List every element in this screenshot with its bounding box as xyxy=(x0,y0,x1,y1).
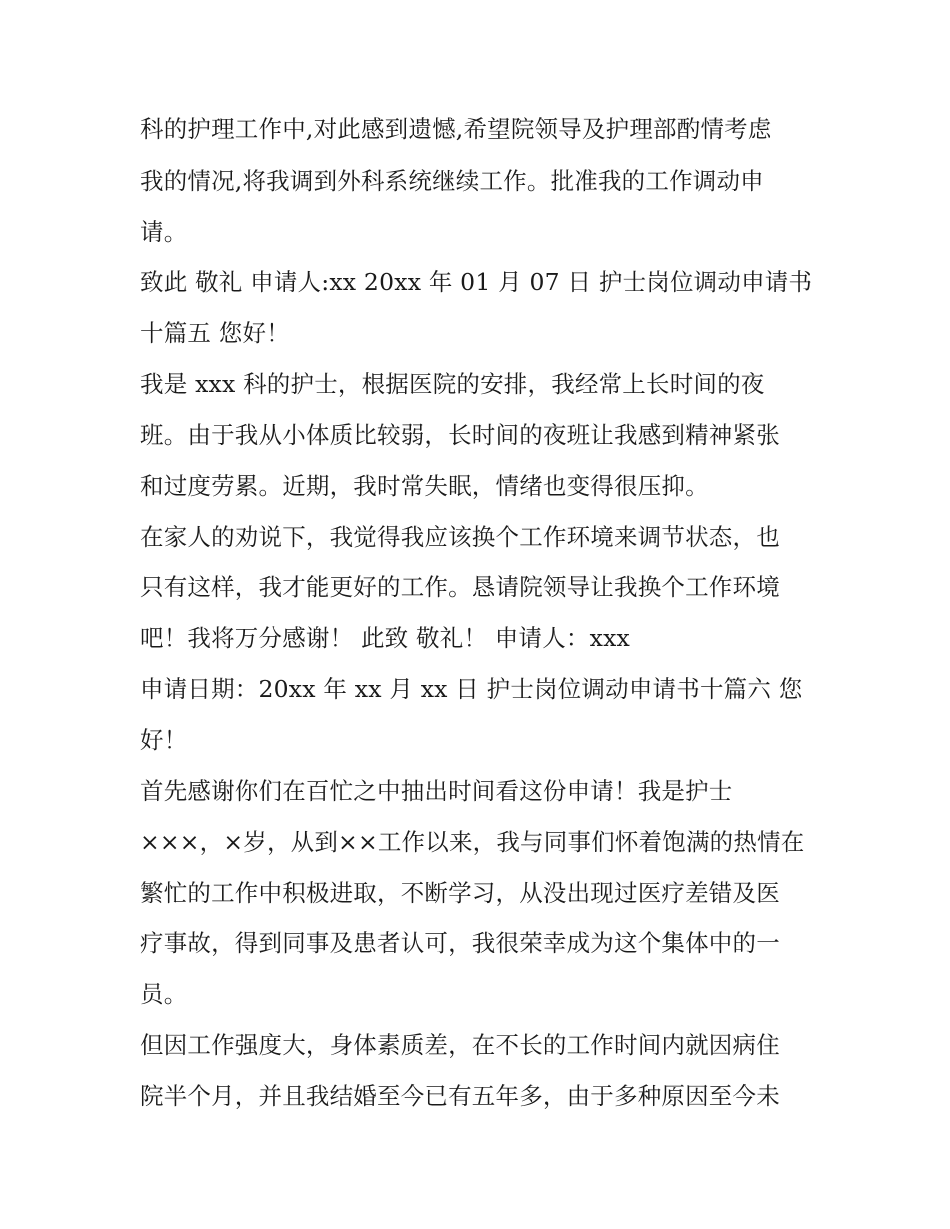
text-line: ×××，×岁，从到××工作以来，我与同事们怀着饱满的热情在 xyxy=(140,828,805,856)
text-line: 只有这样，我才能更好的工作。恳请院领导让我换个工作环境 xyxy=(140,573,780,601)
text-line: 我是 xxx 科的护士，根据医院的安排，我经常上长时间的夜 xyxy=(140,370,765,398)
text-line: 吧！我将万分感谢！ 此致 敬礼！ 申请人：xxx xyxy=(140,624,630,652)
text-line: 班。由于我从小体质比较弱，长时间的夜班让我感到精神紧张 xyxy=(140,421,780,449)
text-line: 院半个月，并且我结婚至今已有五年多，由于多种原因至今未 xyxy=(140,1082,780,1110)
text-line: 和过度劳累。近期，我时常失眠，情绪也变得很压抑。 xyxy=(140,472,709,500)
text-line: 繁忙的工作中积极进取，不断学习，从没出现过医疗差错及医 xyxy=(140,879,780,907)
text-line: 员。 xyxy=(140,980,188,1008)
text-line: 申请日期：20xx 年 xx 月 xx 日 护士岗位调动申请书十篇六 您 xyxy=(140,675,803,703)
text-line: 科的护理工作中,对此感到遗憾,希望院领导及护理部酌情考虑 xyxy=(140,115,772,143)
text-line: 疗事故，得到同事及患者认可，我很荣幸成为这个集体中的一 xyxy=(140,929,780,957)
text-line: 好！ xyxy=(140,726,188,754)
text-line: 在家人的劝说下，我觉得我应该换个工作环境来调节状态，也 xyxy=(140,523,780,551)
text-line: 十篇五 您好！ xyxy=(140,319,290,347)
text-line: 请。 xyxy=(140,218,188,246)
text-line: 致此 敬礼 申请人:xx 20xx 年 01 月 07 日 护士岗位调动申请书 xyxy=(140,268,813,296)
text-line: 首先感谢你们在百忙之中抽出时间看这份申请！我是护士 xyxy=(140,777,733,805)
text-line: 我的情况,将我调到外科系统继续工作。批准我的工作调动申 xyxy=(140,167,764,195)
text-line: 但因工作强度大，身体素质差，在不长的工作时间内就因病住 xyxy=(140,1031,780,1059)
